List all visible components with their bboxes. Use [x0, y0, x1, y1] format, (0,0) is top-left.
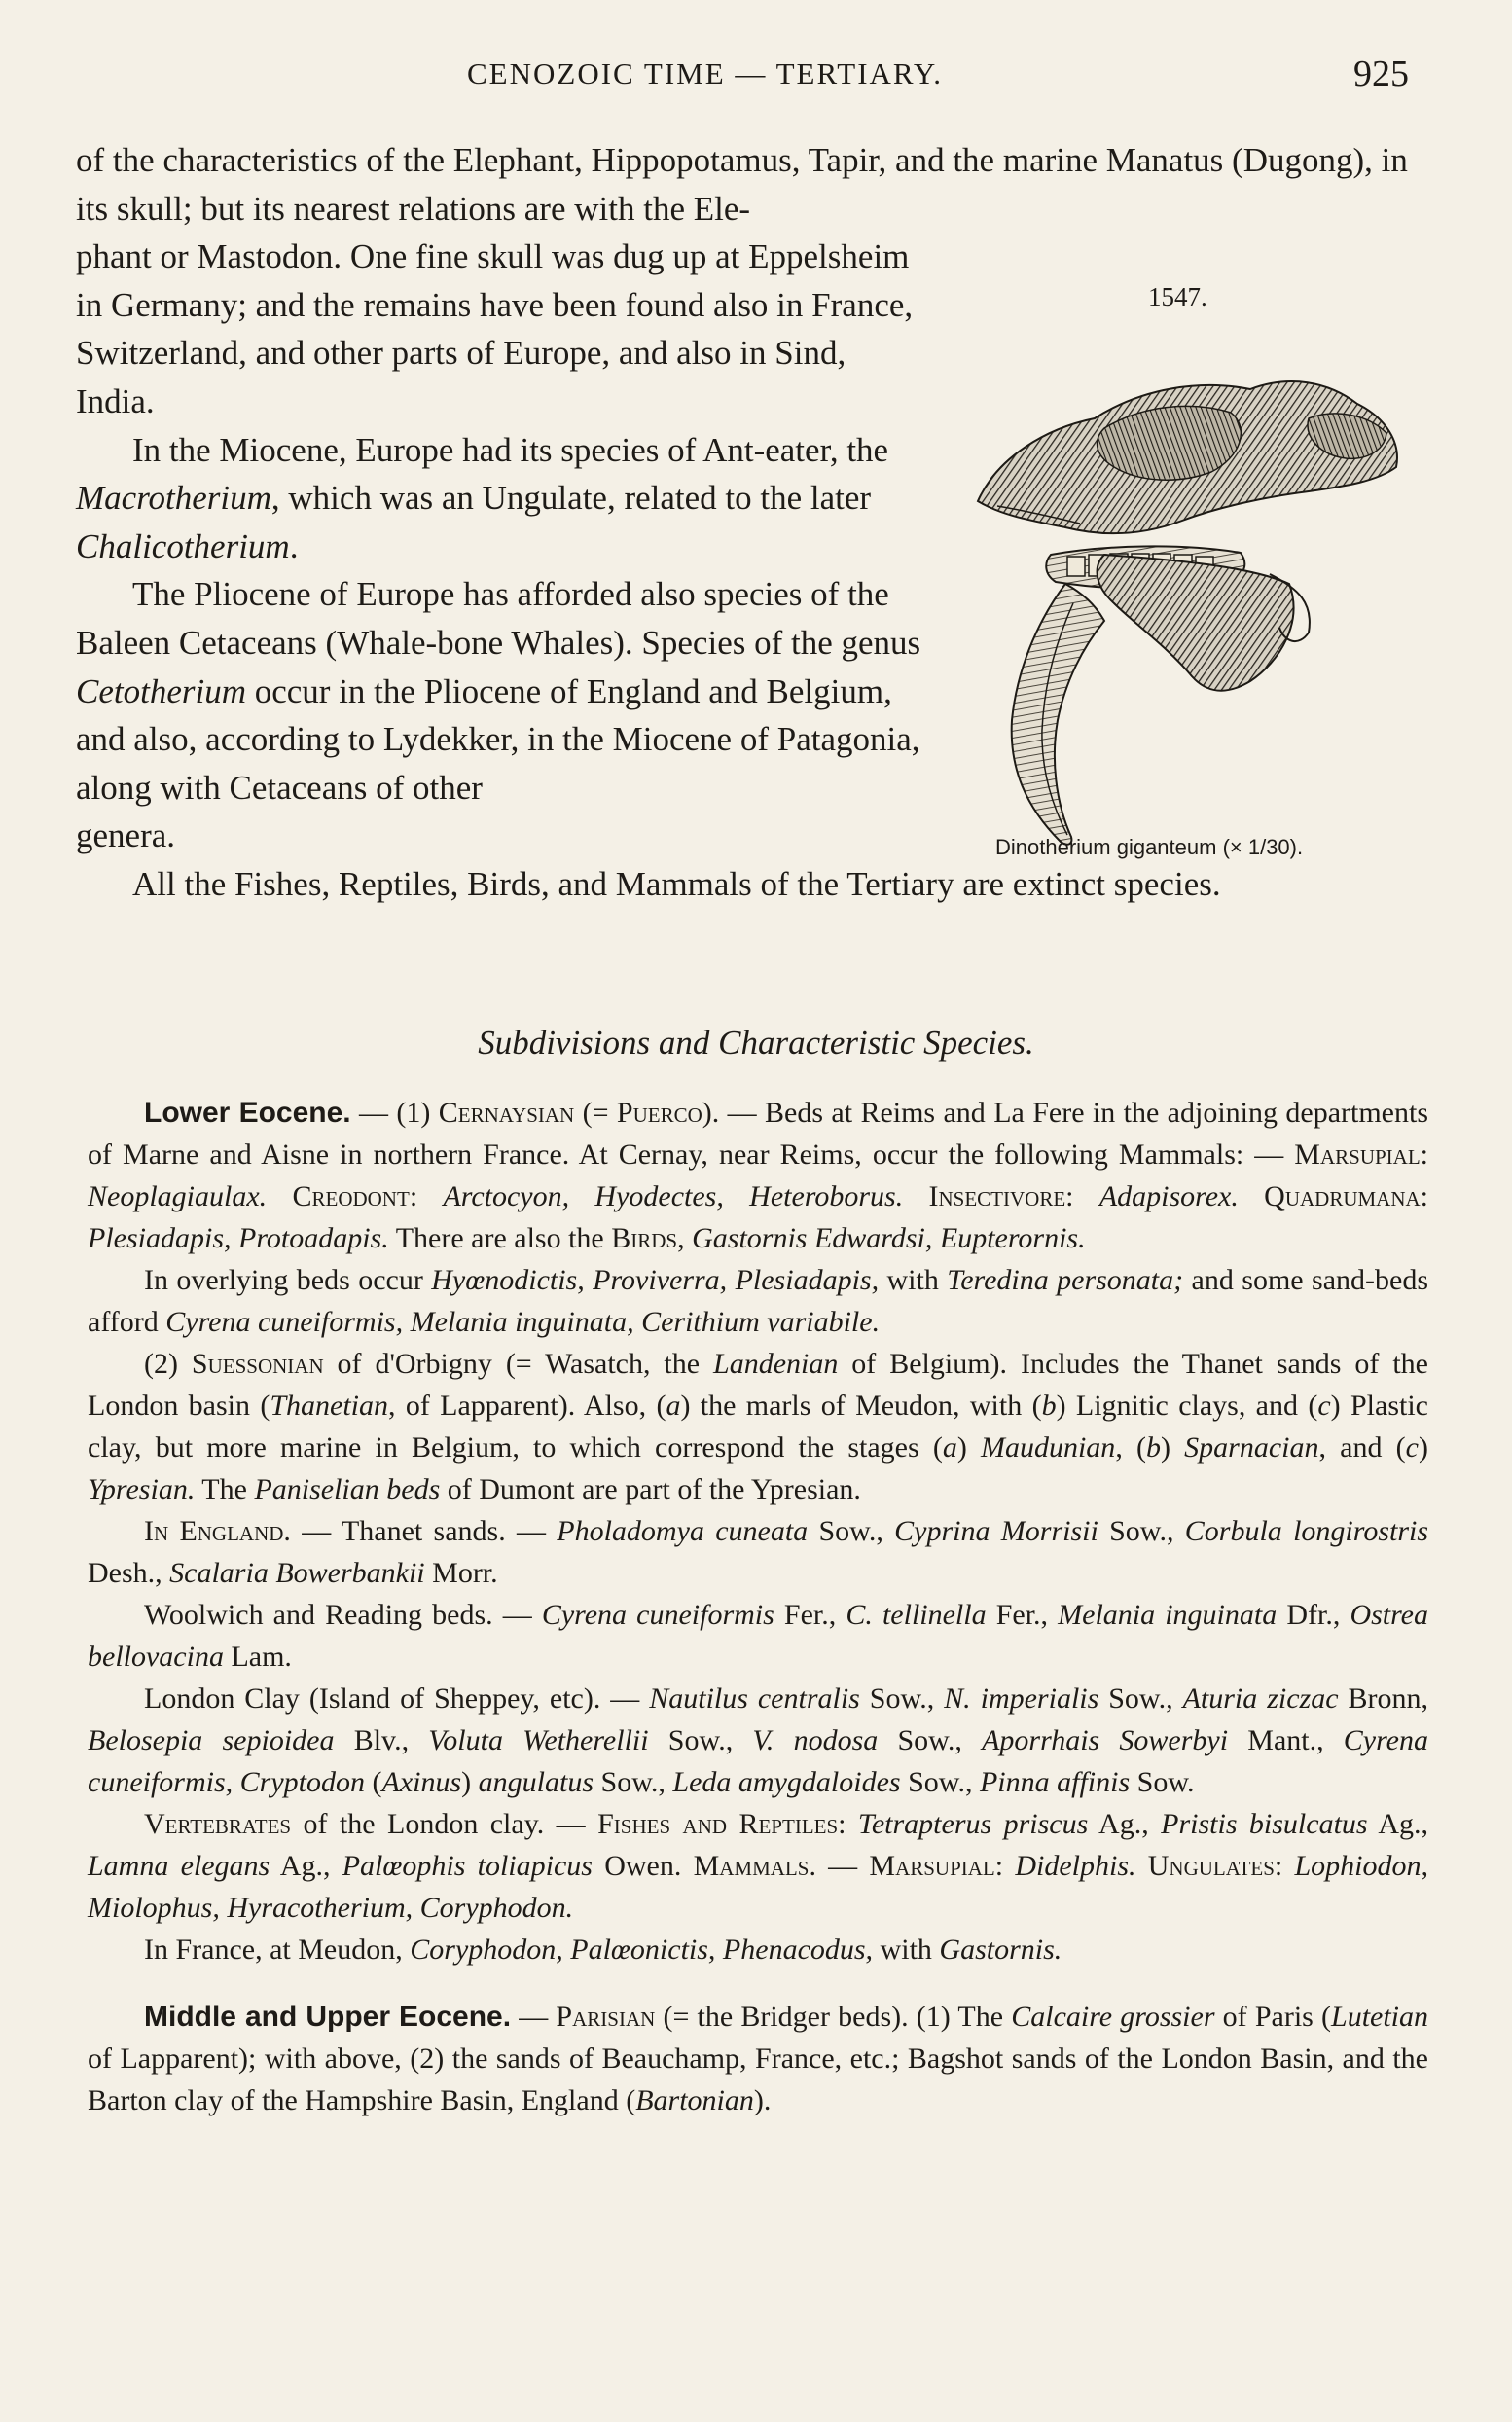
- species-name: C. tellinella: [846, 1599, 987, 1631]
- text-run: ): [1160, 1431, 1185, 1464]
- group-name: Fishes and Reptiles: [597, 1808, 839, 1840]
- group-name: Marsupial: [1294, 1139, 1421, 1171]
- stage-name: Suessonian: [191, 1348, 324, 1380]
- stage-name: Maudunian: [980, 1431, 1116, 1464]
- england-paragraph: [88, 1510, 1428, 1594]
- text-run: Lam.: [223, 1641, 292, 1673]
- text-run: :: [1274, 1850, 1295, 1882]
- text-run: :: [994, 1850, 1016, 1882]
- species-name: Voluta Wetherellii: [428, 1724, 649, 1756]
- text-run: London Clay (Island of Sheppey, etc). —: [144, 1682, 650, 1715]
- species-name: Aturia ziczac: [1182, 1682, 1339, 1715]
- species-name: Pristis bisulcatus: [1161, 1808, 1368, 1840]
- text-run: Mant.,: [1228, 1724, 1344, 1756]
- subdivisions-text: [88, 1092, 1428, 2121]
- london-clay-paragraph: [88, 1678, 1428, 1803]
- woolwich-paragraph: [88, 1594, 1428, 1678]
- text-run: Woolwich and Reading beds. —: [144, 1599, 542, 1631]
- group-name: Birds: [611, 1222, 678, 1254]
- text-run: In the Miocene, Europe had its species of Ant-eater, the: [132, 430, 889, 469]
- section-label: Lower Eocene.: [144, 1097, 351, 1129]
- text-run: occur in the Pliocene of England and Belgium, and also, according to Lydekker, in the Miocene of Patagonia, along with Cetaceans of other: [76, 671, 920, 807]
- list-marker: b: [1145, 1431, 1161, 1464]
- text-run: Morr.: [424, 1557, 498, 1589]
- species-name: N. imperialis: [944, 1682, 1099, 1715]
- group-name: Mammals: [693, 1850, 810, 1882]
- text-run: phant or Mastodon. One fine skull was dug up at Eppelsheim in Germany; and the remains have been found also in France, Switzerland, and other parts of Europe, and also in Sind, India.: [76, 237, 914, 420]
- stage-name: Thanetian: [270, 1390, 388, 1422]
- species-name: Gastornis.: [939, 1934, 1062, 1966]
- vertebrates-paragraph: [88, 1803, 1428, 1929]
- text-run: Sow.,: [1098, 1515, 1185, 1547]
- paragraph-continuation: [76, 136, 1428, 233]
- page-header: [467, 56, 1421, 105]
- group-name: Insectivore: [928, 1180, 1066, 1212]
- text-run: . — Thanet sands. —: [283, 1515, 558, 1547]
- text-run: , (: [1115, 1431, 1146, 1464]
- text-run: Bronn,: [1338, 1682, 1428, 1715]
- text-run: Desh.,: [88, 1557, 170, 1589]
- genus-name: Chalicotherium: [76, 526, 290, 565]
- figure-number: 1547.: [1148, 282, 1207, 311]
- group-name: Creodont: [292, 1180, 410, 1212]
- species-name: Coryphodon, Palœonictis, Phenacodus,: [410, 1934, 874, 1966]
- text-run: Dfr.,: [1277, 1599, 1350, 1631]
- lower-eocene-paragraph: [88, 1092, 1428, 1259]
- group-name: Vertebrates: [144, 1808, 292, 1840]
- species-name: Teredina personata;: [947, 1264, 1184, 1296]
- text-run: :: [838, 1808, 858, 1840]
- text-run: Sow.,: [808, 1515, 895, 1547]
- text-run: — (1): [350, 1097, 439, 1129]
- paragraph-extinct: [76, 860, 1428, 909]
- text-run: [267, 1180, 292, 1212]
- stage-name: Sparnacian: [1184, 1431, 1319, 1464]
- text-run: of Paris (: [1214, 2001, 1332, 2033]
- text-run: Sow.,: [900, 1766, 980, 1798]
- text-run: of d'Orbigny (= Wasatch, the: [323, 1348, 714, 1380]
- text-run: , and (: [1318, 1431, 1406, 1464]
- figure-caption: Dinotherium giganteum (× 1/30).: [995, 835, 1304, 859]
- species-name: Axinus: [381, 1766, 462, 1798]
- middle-upper-eocene-paragraph: [88, 1996, 1428, 2121]
- france-paragraph: [88, 1929, 1428, 1970]
- text-run: Ag.,: [1088, 1808, 1162, 1840]
- genus-name: Cetotherium: [76, 671, 246, 710]
- list-marker: c: [1405, 1431, 1419, 1464]
- text-run: of Dumont are part of the Ypresian.: [440, 1473, 861, 1505]
- text-run: (: [365, 1766, 382, 1798]
- text-run: . —: [809, 1850, 870, 1882]
- text-run: ) the marls of Meudon, with (: [680, 1390, 1042, 1422]
- text-run: The: [195, 1473, 255, 1505]
- text-run: of the characteristics of the Elephant, Hippopotamus, Tapir, and the marine Manatus (Dugong), in its skull; but its nearest relations are with the Ele-: [76, 141, 1408, 228]
- text-run: There are also the: [388, 1222, 612, 1254]
- text-run: In France, at Meudon,: [144, 1934, 411, 1966]
- section-subheading: Subdivisions and Characteristic Species.: [478, 1024, 1034, 1062]
- top-text-block: [76, 136, 1428, 909]
- text-run: [1239, 1180, 1264, 1212]
- text-run: Sow.: [1130, 1766, 1195, 1798]
- stage-name: Puerco: [616, 1097, 702, 1129]
- list-marker: a: [942, 1431, 957, 1464]
- text-run: of the London clay. —: [291, 1808, 598, 1840]
- species-name: Arctocyon, Hyodectes, Heteroborus.: [443, 1180, 904, 1212]
- list-marker: c: [1317, 1390, 1331, 1422]
- paragraph-miocene: [76, 426, 932, 571]
- paragraph-pliocene: [76, 570, 932, 812]
- text-run: Sow.,: [859, 1682, 945, 1715]
- text-run: Ag.,: [270, 1850, 342, 1882]
- species-name: Aporrhais Sowerbyi: [982, 1724, 1229, 1756]
- species-name: Neoplagiaulax.: [88, 1180, 268, 1212]
- page-number: 925: [1353, 54, 1409, 94]
- text-run: [903, 1180, 928, 1212]
- stage-name: Parisian: [556, 2001, 656, 2033]
- species-name: angulatus: [478, 1766, 594, 1798]
- text-run: Fer.,: [986, 1599, 1059, 1631]
- text-run: Owen.: [592, 1850, 694, 1882]
- text-run: :: [409, 1180, 444, 1212]
- species-name: V. nodosa: [752, 1724, 879, 1756]
- species-name: Gastornis Edwardsi, Eupterornis.: [692, 1222, 1086, 1254]
- text-run: —: [511, 2001, 557, 2033]
- text-run: :: [1065, 1180, 1099, 1212]
- text-run: ): [956, 1431, 981, 1464]
- text-run: [1136, 1850, 1148, 1882]
- group-name: Marsupial: [869, 1850, 995, 1882]
- stage-name: Cernaysian: [438, 1097, 575, 1129]
- paragraph-pliocene-end: [76, 812, 1428, 860]
- suessonian-paragraph: [88, 1343, 1428, 1510]
- species-name: Scalaria Bowerbankii: [169, 1557, 425, 1589]
- text-run: ) Plastic clay, but more marine in Belgium, to which correspond the stages (: [88, 1390, 1428, 1464]
- species-name: Cyprina Morrisii: [894, 1515, 1098, 1547]
- stage-name: Bartonian: [635, 2084, 754, 2116]
- species-name: Melania inguinata: [1058, 1599, 1278, 1631]
- text-run: Sow.,: [594, 1766, 673, 1798]
- text-run: (2): [144, 1348, 192, 1380]
- text-run: Fer.,: [774, 1599, 846, 1631]
- text-run: of Belgium). Includes the Thanet sands of the London basin (: [88, 1348, 1428, 1422]
- text-run: of Lapparent); with above, (2) the sands of Beauchamp, France, etc.; Bagshot sands of the London Basin, and the Barton clay of the Hampshire Basin, England (: [88, 2042, 1428, 2116]
- text-run: ,: [677, 1222, 693, 1254]
- species-name: Corbula longirostris: [1184, 1515, 1429, 1547]
- species-name: Hyœnodictis, Proviverra, Plesiadapis,: [431, 1264, 880, 1296]
- text-run: Sow.,: [648, 1724, 753, 1756]
- text-run: Sow.,: [1098, 1682, 1183, 1715]
- stage-name: Ypresian.: [88, 1473, 196, 1505]
- species-name: Nautilus centralis: [649, 1682, 860, 1715]
- species-name: Pholadomya cuneata: [557, 1515, 809, 1547]
- text-run: Ag.,: [1367, 1808, 1429, 1840]
- overlying-beds-paragraph: [88, 1259, 1428, 1343]
- text-run: :: [1420, 1180, 1429, 1212]
- text-run: with: [873, 1934, 940, 1966]
- text-run: :: [1420, 1139, 1428, 1171]
- text-run: genera.: [76, 816, 176, 855]
- species-name: Lamna elegans: [88, 1850, 270, 1882]
- species-name: Tetrapterus priscus: [857, 1808, 1089, 1840]
- stage-name: Lutetian: [1331, 2001, 1429, 2033]
- species-name: Belosepia sepioidea: [88, 1724, 335, 1756]
- species-name: Pinna affinis: [979, 1766, 1131, 1798]
- list-marker: b: [1041, 1390, 1057, 1422]
- genus-name: Macrotherium: [76, 479, 271, 518]
- stage-name: Calcaire grossier: [1011, 2001, 1215, 2033]
- text-run: ).: [753, 2084, 772, 2116]
- region-label: In England: [144, 1515, 284, 1547]
- text-run: .: [289, 526, 299, 565]
- text-run: ): [461, 1766, 479, 1798]
- text-run: ) Lignitic clays, and (: [1056, 1390, 1318, 1422]
- species-name: Plesiadapis, Protoadapis.: [88, 1222, 389, 1254]
- species-name: Leda amygdaloides: [672, 1766, 901, 1798]
- running-head: CENOZOIC TIME — TERTIARY.: [467, 56, 944, 90]
- species-name: Adapisorex.: [1098, 1180, 1239, 1212]
- text-run: (=: [574, 1097, 617, 1129]
- species-name: Cyrena cuneiformis, Cryptodon: [88, 1724, 1428, 1798]
- stage-name: Paniselian beds: [254, 1473, 441, 1505]
- text-run: , of Lapparent). Also, (: [388, 1390, 666, 1422]
- list-marker: a: [666, 1390, 681, 1422]
- paragraph-continuation-2: [76, 233, 932, 425]
- species-name: Ostrea bellovacina: [88, 1599, 1428, 1673]
- group-name: Quadrumana: [1264, 1180, 1421, 1212]
- species-name: Lophiodon, Miolophus, Hyracotherium, Coryphodon.: [88, 1850, 1429, 1924]
- species-name: Cyrena cuneiformis, Melania inguinata, Cerithium variabile.: [165, 1306, 881, 1338]
- text-run: ). — Beds at Reims and La Fere in the adjoining departments of Marne and Aisne in northern France. At Cernay, near Reims, occur the following Mammals: —: [88, 1097, 1429, 1171]
- text-run: (= the Bridger beds). (1) The: [655, 2001, 1012, 2033]
- text-run: and some sand-beds afford: [88, 1264, 1429, 1338]
- species-name: Palœophis toliapicus: [342, 1850, 593, 1882]
- section-label: Middle and Upper Eocene.: [144, 2001, 512, 2033]
- text-run: Blv.,: [334, 1724, 429, 1756]
- species-name: Cyrena cuneiformis: [541, 1599, 774, 1631]
- text-run: All the Fishes, Reptiles, Birds, and Mammals of the Tertiary are extinct species.: [132, 864, 1221, 903]
- text-run: ): [1418, 1431, 1428, 1464]
- text-run: The Pliocene of Europe has afforded also species of the Baleen Cetaceans (Whale-bone Whales). Species of the genus: [76, 575, 921, 662]
- text-run: , which was an Ungulate, related to the later: [270, 479, 872, 518]
- species-name: Didelphis.: [1015, 1850, 1136, 1882]
- stage-name: Landenian: [713, 1348, 839, 1380]
- group-name: Ungulates: [1147, 1850, 1275, 1882]
- text-run: In overlying beds occur: [144, 1264, 432, 1296]
- text-run: Sow.,: [878, 1724, 983, 1756]
- text-run: with: [879, 1264, 948, 1296]
